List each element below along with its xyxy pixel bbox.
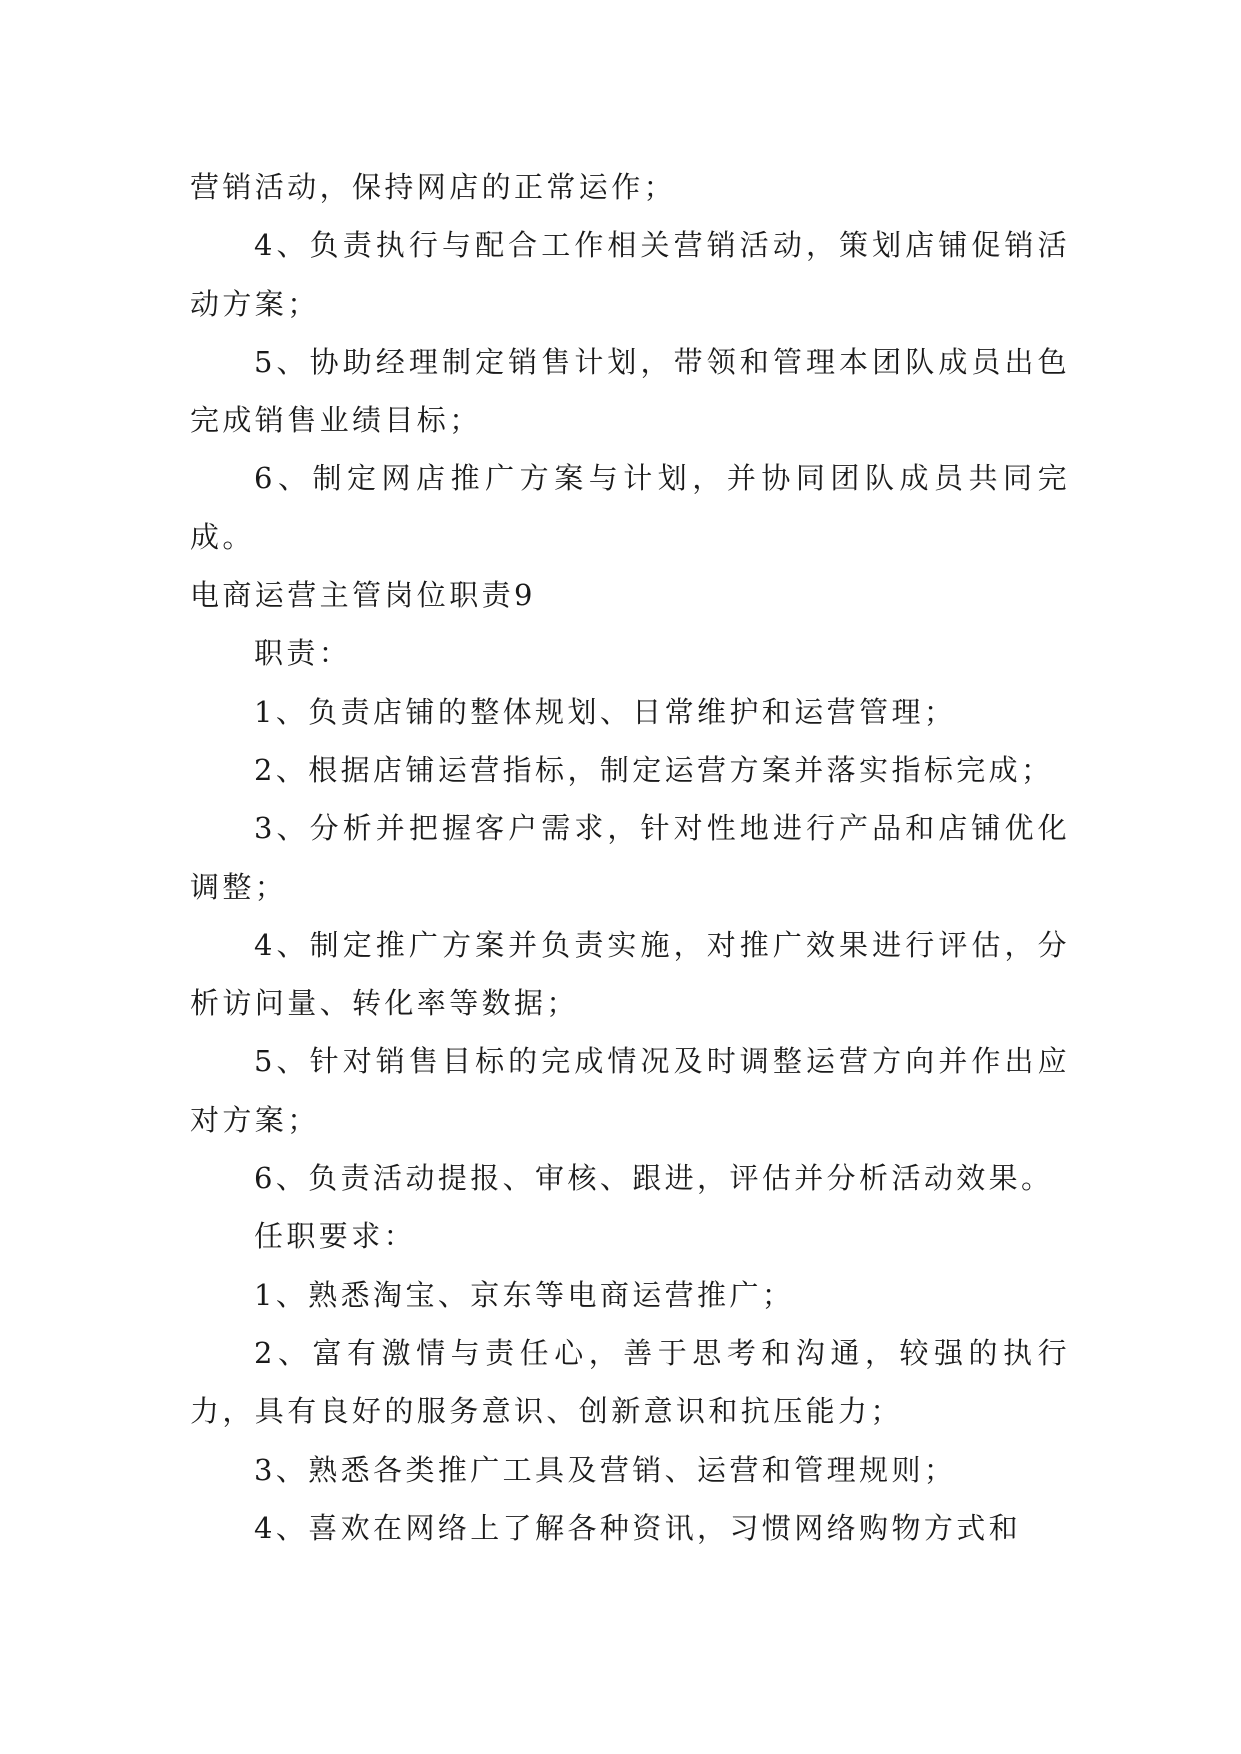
paragraph-item: 4、制定推广方案并负责实施，对推广效果进行评估，分析访问量、转化率等数据； (190, 927, 1070, 1021)
paragraph-item: 1、熟悉淘宝、京东等电商运营推广； (254, 1277, 795, 1312)
paragraph-item: 5、针对销售目标的完成情况及时调整运营方向并作出应对方案； (190, 1044, 1070, 1137)
paragraph-item: 2、富有激情与责任心，善于思考和沟通，较强的执行力，具有良好的服务意识、创新意识和抗压能力； (190, 1335, 1070, 1429)
paragraph-item: 5、协助经理制定销售计划，带领和管理本团队成员出色完成销售业绩目标； (190, 344, 1070, 438)
paragraph-continuation: 营销活动，保持网店的正常运作； (190, 170, 677, 204)
paragraph-item: 6、负责活动提报、审核、跟进，评估并分析活动效果。 (254, 1161, 1054, 1196)
document-body (190, 158, 1070, 1557)
paragraph-item: 4、喜欢在网络上了解各种资讯，习惯网络购物方式和 (254, 1510, 1022, 1545)
subsection-label: 任职要求： (254, 1219, 417, 1254)
paragraph-item: 2、根据店铺运营指标，制定运营方案并落实指标完成； (254, 752, 1054, 787)
paragraph-item: 3、分析并把握客户需求，针对性地进行产品和店铺优化调整； (190, 811, 1070, 904)
paragraph-item: 3、熟悉各类推广工具及营销、运营和管理规则； (254, 1452, 957, 1487)
paragraph-item: 4、负责执行与配合工作相关营销活动，策划店铺促销活动方案； (190, 228, 1070, 321)
paragraph-item: 1、负责店铺的整体规划、日常维护和运营管理； (254, 694, 957, 729)
subsection-label: 职责： (254, 636, 352, 671)
section-heading: 电商运营主管岗位职责9 (190, 578, 536, 613)
paragraph-item: 6、制定网店推广方案与计划，并协同团队成员共同完成。 (190, 461, 1070, 554)
